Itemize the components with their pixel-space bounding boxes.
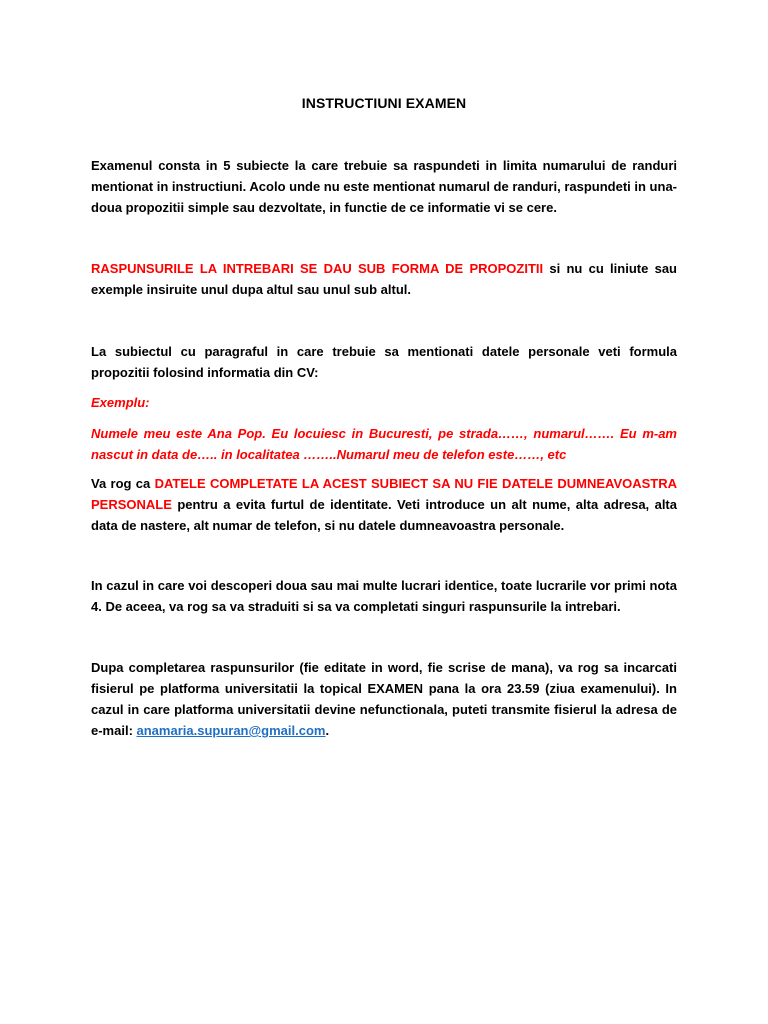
paragraph-identity-warning [91,473,677,536]
answer-format-highlight: RASPUNSURILE LA INTREBARI SE DAU SUB FORMA DE PROPOZITII [91,261,544,276]
paragraph-personal-data: La subiectul cu paragraful in care trebuie sa mentionati datele personale veti formula propozitii folosind informatia din CV: [91,344,677,380]
paragraph-exam-structure: Examenul consta in 5 subiecte la care trebuie sa raspundeti in limita numarului de randuri mentionat in instructiuni. Acolo unde nu este mentionat numarul de randuri, raspundeti in una- doua propozitii simple sau dezvoltate, in functie de ce informatie vi se cere. [91,158,677,215]
example-label: Exemplu: [91,395,150,410]
email-link[interactable]: anamaria.supuran@gmail.com [136,723,326,738]
submission-text: Dupa completarea raspunsurilor (fie editate in word, fie scrise de mana), va rog sa incarcati fisierul pe platforma universitatii la topical EXAMEN pana la ora 23.59 (ziua examenului). In cazul in care platforma universitatii devine nefunctionala, puteti transmite fisierul la adresa de e-mail: [91,660,677,738]
identity-warning-rest: pentru a evita furtul de identitate. Veti introduce un alt nume, alta adresa, alta data de nastere, alt numar de telefon, si nu datele dumneavoastra personale. [91,497,677,533]
answer-format-rest: si nu cu liniute sau exemple insiruite unul dupa altul sau unul sub altul. [91,261,677,297]
paragraph-submission [91,657,677,741]
identity-warning-prefix: Va rog ca [91,476,155,491]
identity-warning-highlight: DATELE COMPLETATE LA ACEST SUBIECT SA NU FIE DATELE DUMNEAVOASTRA PERSONALE [91,476,678,512]
submission-end: . [325,723,330,738]
example-text: Numele meu este Ana Pop. Eu locuiesc in Bucuresti, pe strada……, numarul……. Eu m-am nascut in data de….. in localitatea ……..Numarul meu de telefon este……, etc [91,426,677,462]
page-title: INSTRUCTIUNI EXAMEN [301,95,467,111]
paragraph-answer-format [91,258,677,300]
paragraph-plagiarism: In cazul in care voi descoperi doua sau mai multe lucrari identice, toate lucrarile vor primi nota 4. De aceea, va rog sa va straduiti si sa va completati singuri raspunsurile la intrebari. [91,578,677,614]
